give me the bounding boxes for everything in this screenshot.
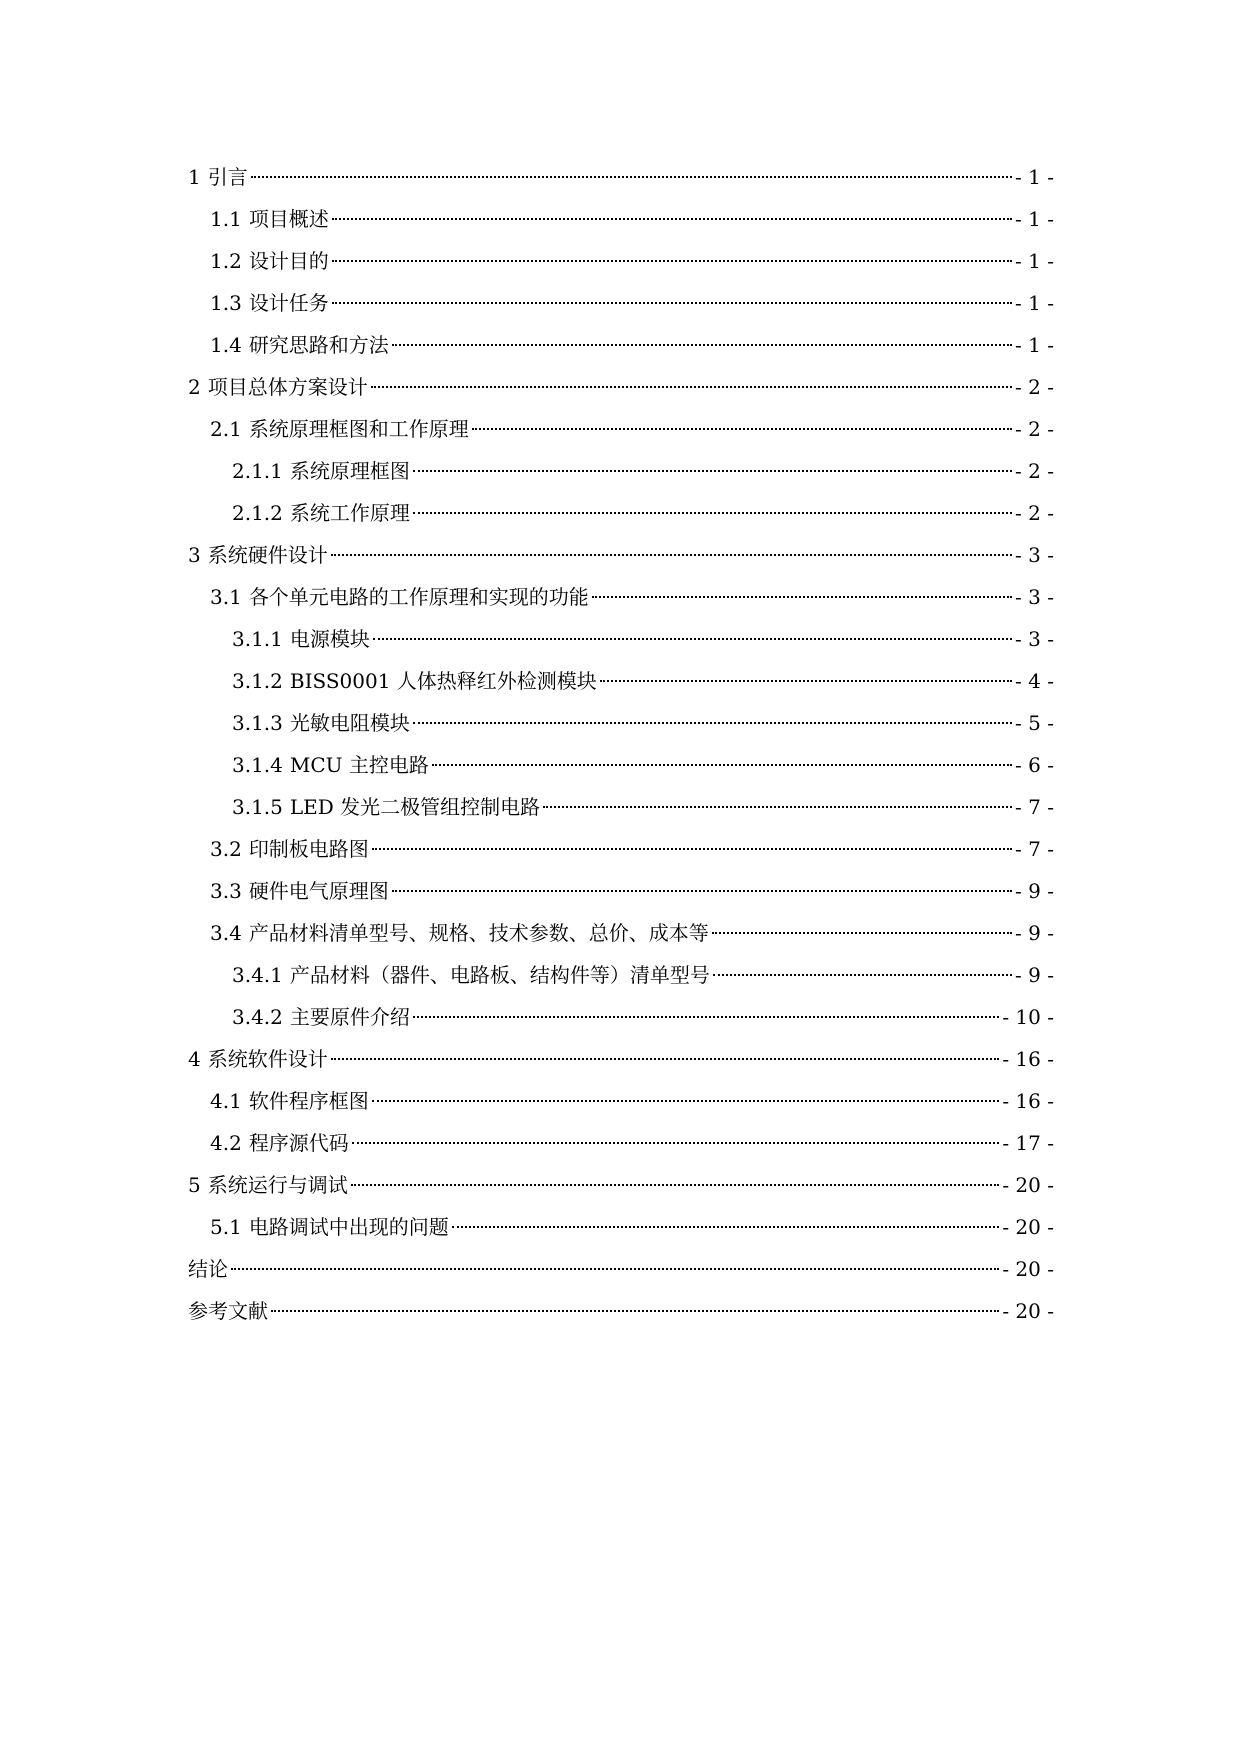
toc-entry-title: 研究思路和方法 <box>248 333 389 357</box>
toc-leader-dots <box>600 680 1012 682</box>
toc-entry-page: - 3 - <box>1015 585 1054 609</box>
toc-leader-dots <box>331 1058 1000 1060</box>
toc-entry-number: 1 <box>188 165 201 189</box>
toc-entry-title: 系统工作原理 <box>289 501 410 525</box>
toc-entry <box>188 618 1054 660</box>
toc-leader-dots <box>413 1016 999 1018</box>
toc-entry-number: 3.4 <box>210 921 242 945</box>
toc-entry-title: 系统软件设计 <box>207 1047 328 1071</box>
toc-entry-page: - 20 - <box>1002 1215 1054 1239</box>
toc-leader-dots <box>432 764 1012 766</box>
toc-entry-number: 1.2 <box>210 249 242 273</box>
toc-entry-number: 3.4.2 <box>232 1005 283 1029</box>
toc-entry-title: 程序源代码 <box>248 1131 349 1155</box>
toc-entry <box>188 324 1054 366</box>
toc-entry-page: - 16 - <box>1002 1047 1054 1071</box>
toc-entry <box>188 576 1054 618</box>
toc-entry <box>188 828 1054 870</box>
toc-entry-page: - 1 - <box>1015 249 1054 273</box>
toc-entry-title: 电源模块 <box>289 627 370 651</box>
toc-entry-number: 3.1.5 <box>232 795 283 819</box>
toc-leader-dots <box>452 1226 1000 1228</box>
toc-leader-dots <box>392 890 1012 892</box>
toc-leader-dots <box>392 344 1012 346</box>
toc-entry-page: - 6 - <box>1015 753 1054 777</box>
toc-entry <box>188 366 1054 408</box>
toc-entry-title: 主要原件介绍 <box>289 1005 410 1029</box>
toc-entry <box>188 660 1054 702</box>
toc-entry-page: - 1 - <box>1015 333 1054 357</box>
toc-entry-number: 2 <box>188 375 201 399</box>
toc-entry-page: - 7 - <box>1015 795 1054 819</box>
toc-entry-title: MCU 主控电路 <box>289 753 429 777</box>
toc-entry <box>188 240 1054 282</box>
toc-entry <box>188 450 1054 492</box>
toc-entry-page: - 5 - <box>1015 711 1054 735</box>
toc-entry <box>188 1206 1054 1248</box>
toc-entry-page: - 9 - <box>1015 921 1054 945</box>
toc-leader-dots <box>332 302 1012 304</box>
toc-entry-page: - 3 - <box>1015 627 1054 651</box>
toc-entry <box>188 870 1054 912</box>
toc-entry <box>188 744 1054 786</box>
toc-entry-title: 系统运行与调试 <box>207 1173 348 1197</box>
toc-entry-number: 3 <box>188 543 201 567</box>
toc-leader-dots <box>271 1310 999 1312</box>
toc-entry <box>188 1248 1054 1290</box>
toc-entry-page: - 20 - <box>1002 1173 1054 1197</box>
toc-entry-title: 光敏电阻模块 <box>289 711 410 735</box>
toc-entry-title: 设计目的 <box>248 249 329 273</box>
toc-leader-dots <box>592 596 1012 598</box>
toc-entry-title: LED 发光二极管组控制电路 <box>289 795 541 819</box>
toc-leader-dots <box>251 176 1012 178</box>
toc-entry-page: - 3 - <box>1015 543 1054 567</box>
toc-leader-dots <box>371 386 1012 388</box>
toc-entry-title: 引言 <box>207 165 248 189</box>
toc-entry-title: 硬件电气原理图 <box>248 879 389 903</box>
toc-entry-number: 4.2 <box>210 1131 242 1155</box>
toc-entry-number: 4 <box>188 1047 201 1071</box>
toc-entry-number: 3.4.1 <box>232 963 283 987</box>
toc-entry-title: 项目概述 <box>248 207 329 231</box>
toc-entry-page: - 2 - <box>1015 417 1054 441</box>
toc-entry-number: 3.1.3 <box>232 711 283 735</box>
toc-entry-title: 产品材料清单型号、规格、技术参数、总价、成本等 <box>248 921 709 945</box>
table-of-contents <box>188 156 1054 1332</box>
toc-entry-page: - 9 - <box>1015 963 1054 987</box>
toc-entry-page: - 9 - <box>1015 879 1054 903</box>
toc-entry-title: BISS0001 人体热释红外检测模块 <box>289 669 597 693</box>
toc-entry-number: 4.1 <box>210 1089 242 1113</box>
toc-leader-dots <box>472 428 1012 430</box>
toc-leader-dots <box>713 974 1012 976</box>
toc-entry-number: 2.1.2 <box>232 501 283 525</box>
toc-entry-page: - 1 - <box>1015 165 1054 189</box>
toc-entry-title: 软件程序框图 <box>248 1089 369 1113</box>
toc-entry <box>188 1122 1054 1164</box>
toc-entry <box>188 408 1054 450</box>
toc-leader-dots <box>351 1184 1000 1186</box>
toc-entry-page: - 2 - <box>1015 375 1054 399</box>
toc-entry <box>188 786 1054 828</box>
toc-entry <box>188 492 1054 534</box>
toc-entry-number: 3.1 <box>210 585 242 609</box>
toc-entry <box>188 702 1054 744</box>
toc-entry-number: 2.1 <box>210 417 242 441</box>
toc-entry-number: 1.3 <box>210 291 242 315</box>
toc-entry-title: 项目总体方案设计 <box>207 375 368 399</box>
toc-entry <box>188 1164 1054 1206</box>
toc-leader-dots <box>712 932 1012 934</box>
toc-entry-number: 3.1.1 <box>232 627 283 651</box>
toc-entry-title: 产品材料（器件、电路板、结构件等）清单型号 <box>289 963 710 987</box>
toc-entry-number: 3.1.4 <box>232 753 283 777</box>
toc-entry <box>188 996 1054 1038</box>
toc-entry-number: 3.3 <box>210 879 242 903</box>
toc-entry-number: 5.1 <box>210 1215 242 1239</box>
toc-entry-number: 3.2 <box>210 837 242 861</box>
toc-entry-page: - 16 - <box>1002 1089 1054 1113</box>
toc-entry-number: 1.4 <box>210 333 242 357</box>
toc-leader-dots <box>332 260 1012 262</box>
toc-entry-page: - 7 - <box>1015 837 1054 861</box>
toc-entry-title: 系统硬件设计 <box>207 543 328 567</box>
toc-entry-title: 各个单元电路的工作原理和实现的功能 <box>248 585 589 609</box>
toc-leader-dots <box>231 1268 999 1270</box>
toc-entry-page: - 1 - <box>1015 207 1054 231</box>
toc-entry <box>188 1290 1054 1332</box>
toc-leader-dots <box>373 638 1012 640</box>
toc-entry-title: 印制板电路图 <box>248 837 369 861</box>
toc-entry-number: 5 <box>188 1173 201 1197</box>
toc-leader-dots <box>332 218 1012 220</box>
toc-entry-title: 设计任务 <box>248 291 329 315</box>
toc-leader-dots <box>352 1142 1000 1144</box>
toc-entry-page: - 17 - <box>1002 1131 1054 1155</box>
toc-entry <box>188 1038 1054 1080</box>
toc-leader-dots <box>331 554 1012 556</box>
toc-leader-dots <box>413 470 1012 472</box>
toc-entry-title: 结论 <box>188 1257 228 1281</box>
toc-entry-title: 系统原理框图 <box>289 459 410 483</box>
toc-leader-dots <box>413 512 1012 514</box>
toc-entry <box>188 156 1054 198</box>
toc-entry <box>188 954 1054 996</box>
toc-entry <box>188 1080 1054 1122</box>
toc-entry <box>188 912 1054 954</box>
toc-entry-title: 系统原理框图和工作原理 <box>248 417 469 441</box>
toc-entry-title: 参考文献 <box>188 1299 268 1323</box>
toc-entry-page: - 10 - <box>1002 1005 1054 1029</box>
toc-entry-title: 电路调试中出现的问题 <box>248 1215 449 1239</box>
toc-entry <box>188 282 1054 324</box>
toc-entry-page: - 20 - <box>1002 1257 1054 1281</box>
toc-entry-number: 1.1 <box>210 207 242 231</box>
toc-entry-page: - 2 - <box>1015 459 1054 483</box>
toc-entry-page: - 1 - <box>1015 291 1054 315</box>
toc-leader-dots <box>543 806 1012 808</box>
toc-entry-page: - 20 - <box>1002 1299 1054 1323</box>
toc-entry-number: 3.1.2 <box>232 669 283 693</box>
toc-leader-dots <box>372 1100 1000 1102</box>
toc-leader-dots <box>372 848 1012 850</box>
toc-leader-dots <box>413 722 1012 724</box>
toc-entry-number: 2.1.1 <box>232 459 283 483</box>
toc-entry-page: - 2 - <box>1015 501 1054 525</box>
toc-entry-page: - 4 - <box>1015 669 1054 693</box>
toc-entry <box>188 198 1054 240</box>
toc-entry <box>188 534 1054 576</box>
